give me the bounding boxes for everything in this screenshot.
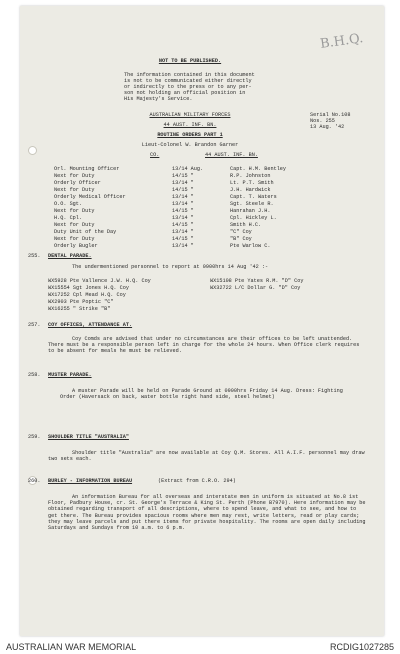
archive-footer [0,640,400,654]
section-body: Shoulder title "Australia" are now available at Coy Q.M. Stores. All A.I.F. personnel may draw two sets each. [48,450,365,463]
list-item: WX2903 Pte Poptic "C" [48,299,114,305]
co-label: CO. [150,152,160,158]
unit-name: 44 AUST. INF. BN. [163,122,217,128]
list-item: WX5928 Pte Vallence J.W. H.Q. Coy [48,278,151,284]
section-number: 257. [28,322,41,328]
list-item: WX15554 Sgt Jones H.Q. Coy [48,285,129,291]
document-page [20,6,384,636]
roster-row: Next for Duty [54,222,95,228]
commander-line: Lieut-Colonel W. Brandon Garner [141,142,239,148]
roster-row: Orl. Mounting Officer [54,166,120,172]
section-title-note: (Extract from C.R.O. 294) [158,478,236,484]
roster-row: Orderly Bugler [54,243,98,249]
list-item: WX15108 Pte Yates R.M. "D" Coy [210,278,304,284]
roster-row: Next for Duty [54,236,95,242]
section-title: COY OFFICES, ATTENDANCE AT. [48,322,133,328]
section-number: 258. [28,372,41,378]
punch-hole [28,146,37,155]
section-number: 255. [28,253,41,259]
orders-title: ROUTINE ORDERS PART 1 [157,132,223,138]
section-body: A muster Parade will be held on Parade Ground at 0900hrs Friday 14 Aug. Dress: Fighting Order (Haversack on back, water bottle right hand side, steel helmet) [60,388,343,401]
section-body: The undermentioned personnel to report at 0900hrs 14 Aug '42 :- [72,264,269,270]
list-item: WX17252 Cpl Mead H.Q. Coy [48,292,126,298]
section-title: SHOULDER TITLE "AUSTRALIA" [48,434,129,440]
roster-row: H.Q. Cpl. [54,215,83,221]
section-title: BURLEY - INFORMATION BUREAU [48,478,133,484]
restriction-heading: NOT TO BE PUBLISHED. [158,58,222,64]
section-number: 259. [28,434,41,440]
roster-row: Next for Duty [54,173,95,179]
footer-reference: RCDIG1027285 [329,642,394,652]
roster-row: O.O. Sgt. [54,201,83,207]
roster-row: Orderly Officer [54,180,101,186]
list-item: WX16255 " Strike "B" [48,306,111,312]
roster-row: Next for Duty [54,208,95,214]
section-title: MUSTER PARADE. [48,372,92,378]
roster-row: Next for Duty [54,187,95,193]
roster-row: Orderly Medical Officer [54,194,126,200]
section-number: 260. [28,478,41,484]
roster-row: Duty Unit of the Day [54,229,117,235]
section-body: An information Bureau for all overseas and interstate men in uniform is situated at No.8 1st Floor, Padbury House, cr. St. George's Terrace & King St. Perth (Phone B7970). Here information may be obtained regarding transport of all descriptions, where to spend leave, and what to see, and how to get there. The Bureau provides spacious rooms where men may rest, write letters, read or play cards; they may leave parcels and put there items for private hospitality. The rooms are open daily including Saturdays and Sundays from 10 a.m. to 6 p.m. [48,494,366,532]
handwritten-stamp: B.H.Q. [319,31,365,52]
section-body: Coy Comds are advised that under no circumstances are their offices to be left unattended. There must be a responsible person left in charge for the whole 24 hours. When Office clerk requires to be absent for meals he must be relieved. [48,336,360,355]
section-title: DENTAL PARADE. [48,253,92,259]
list-item: WX32722 L/C Dollar G. "D" Coy [210,285,301,291]
footer-institution: AUSTRALIAN WAR MEMORIAL [6,642,137,652]
force-name: AUSTRALIAN MILITARY FORCES [149,112,231,118]
co-unit: 44 AUST. INF. BN. [205,152,258,158]
